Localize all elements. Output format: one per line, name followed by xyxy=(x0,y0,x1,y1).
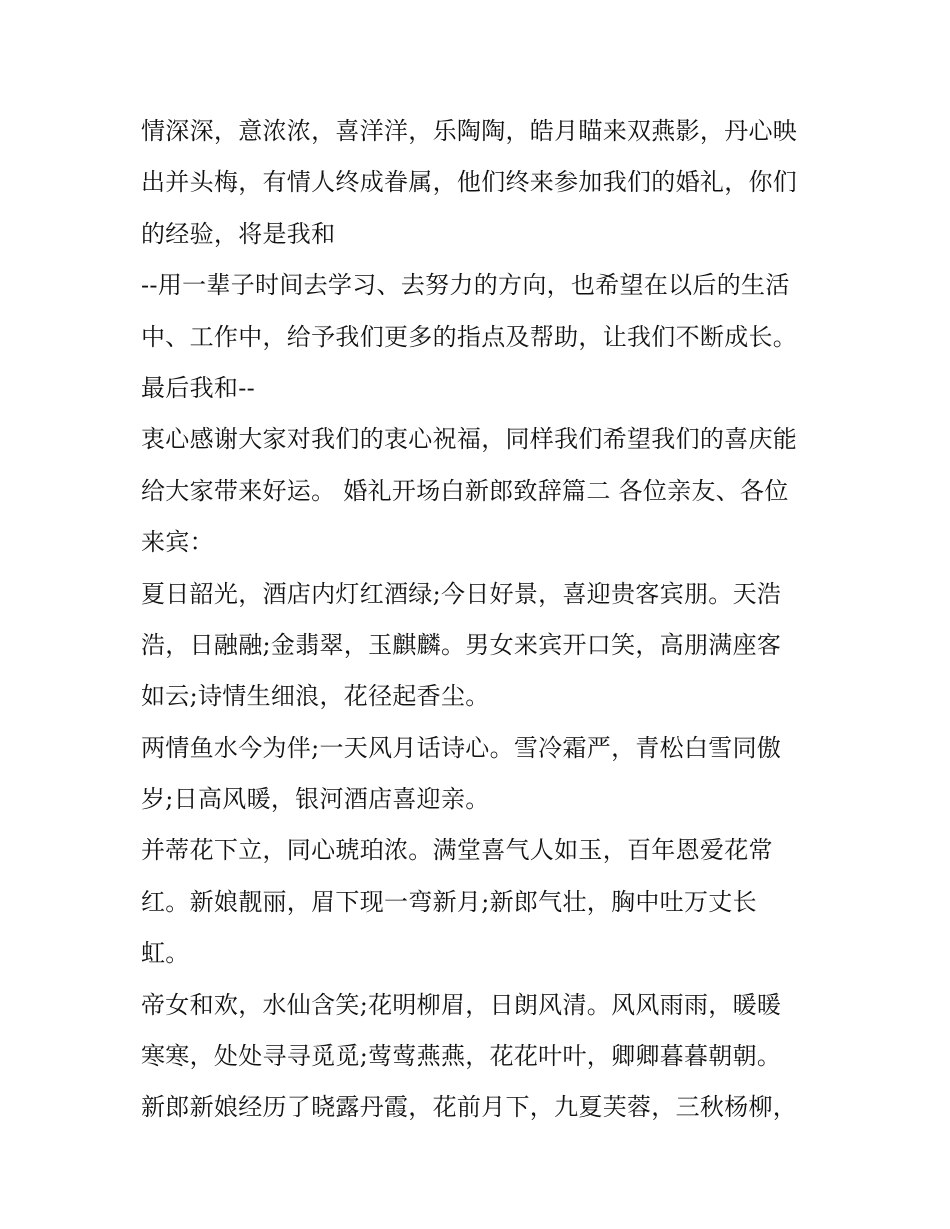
text-line: 最后我和-- xyxy=(141,373,256,402)
text-line: 给大家带来好运。 婚礼开场白新郎致辞篇二 各位亲友、各位 xyxy=(141,476,789,505)
text-line: 寒寒，处处寻寻觅觅;莺莺燕燕，花花叶叶，卿卿暮暮朝朝。 xyxy=(141,1042,782,1071)
text-line: 帝女和欢，水仙含笑;花明柳眉，日朗风清。风风雨雨，暖暖 xyxy=(141,990,782,1019)
text-line: 岁;日高风暖，银河酒店喜迎亲。 xyxy=(141,785,490,814)
text-line: 中、工作中，给予我们更多的指点及帮助，让我们不断成长。 xyxy=(141,322,798,351)
document-body xyxy=(141,106,821,1134)
text-line: 来宾： xyxy=(141,528,214,557)
text-line: --用一辈子时间去学习、去努力的方向，也希望在以后的生活 xyxy=(141,271,790,300)
text-line: 并蒂花下立，同心琥珀浓。满堂喜气人如玉，百年恩爱花常 xyxy=(141,836,773,865)
text-line: 的经验，将是我和 xyxy=(141,219,336,248)
text-line: 新郎新娘经历了晓露丹霞，花前月下，九夏芙蓉，三秋杨柳， xyxy=(141,1093,798,1122)
text-line: 出并头梅，有情人终成眷属，他们终来参加我们的婚礼，你们 xyxy=(141,168,798,197)
text-line: 虹。 xyxy=(141,939,190,968)
text-line: 情深深，意浓浓，喜洋洋，乐陶陶，皓月瞄来双燕影，丹心映 xyxy=(141,117,798,145)
text-line: 夏日韶光，酒店内灯红酒绿;今日好景，喜迎贵客宾朋。天浩 xyxy=(141,579,782,608)
text-line: 浩，日融融;金翡翠，玉麒麟。男女来宾开口笑，高朋满座客 xyxy=(141,630,782,659)
text-line: 红。新娘靓丽，眉下现一弯新月;新郎气壮，胸中吐万丈长 xyxy=(141,887,757,916)
text-line: 如云;诗情生细浪，花径起香尘。 xyxy=(141,682,490,711)
text-line: 衷心感谢大家对我们的衷心祝福，同样我们希望我们的喜庆能 xyxy=(141,425,798,454)
text-line: 两情鱼水今为伴;一天风月话诗心。雪冷霜严，青松白雪同傲 xyxy=(141,733,782,762)
